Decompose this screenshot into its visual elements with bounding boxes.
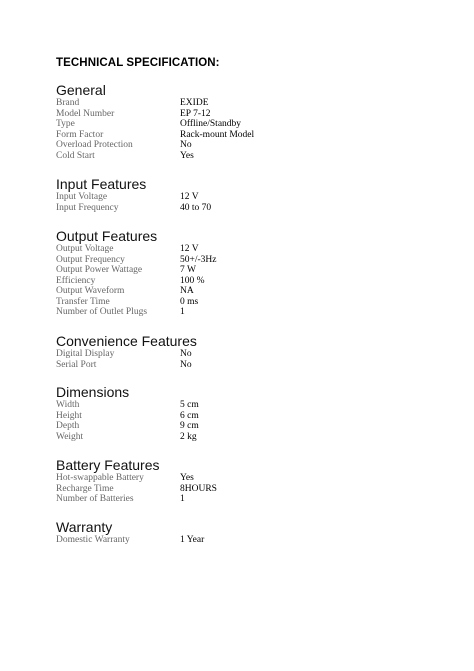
spec-label: Number of Batteries: [56, 494, 134, 504]
spec-label: Cold Start: [56, 150, 95, 161]
spec-row: [56, 484, 217, 495]
spec-row: [56, 130, 254, 141]
spec-value: 8HOURS: [180, 483, 217, 494]
spec-label: Efficiency: [56, 275, 96, 286]
spec-label: Model Number: [56, 108, 115, 119]
spec-label: Transfer Time: [56, 296, 110, 307]
spec-section-convenience-features: [56, 333, 197, 370]
spec-value: 0 ms: [180, 296, 199, 307]
section-title: General: [56, 82, 106, 98]
spec-value: Yes: [180, 473, 194, 483]
spec-value: 2 kg: [180, 431, 197, 442]
spec-row: [56, 473, 217, 484]
spec-label: Weight: [56, 431, 84, 442]
document-page: [56, 55, 436, 545]
spec-value: 1: [180, 307, 185, 317]
spec-label: Output Frequency: [56, 254, 125, 265]
spec-label: Recharge Time: [56, 483, 114, 494]
spec-section-warranty: [56, 519, 204, 546]
spec-value: Yes: [180, 150, 194, 161]
spec-value: 100 %: [180, 275, 205, 286]
spec-row: [56, 494, 217, 505]
spec-label: Domestic Warranty: [56, 535, 130, 545]
spec-row: [56, 360, 197, 371]
section-title: Convenience Features: [56, 333, 197, 349]
spec-row: [56, 400, 199, 411]
spec-section-input-features: [56, 176, 211, 213]
spec-value: EP 7-12: [180, 108, 211, 119]
spec-section-dimensions: [56, 384, 199, 442]
spec-row: [56, 265, 217, 276]
spec-value: NA: [180, 286, 194, 296]
spec-value: No: [180, 349, 192, 359]
spec-row: [56, 203, 211, 214]
spec-label: Brand: [56, 98, 80, 108]
spec-value: No: [180, 140, 192, 150]
spec-section-general: [56, 82, 254, 161]
spec-value: 1 Year: [180, 535, 205, 545]
spec-label: Output Waveform: [56, 286, 125, 296]
spec-row: [56, 140, 254, 151]
spec-label: Hot-swappable Battery: [56, 473, 144, 483]
spec-row: [56, 192, 211, 203]
spec-value: 5 cm: [180, 400, 199, 410]
spec-value: Offline/Standby: [180, 119, 242, 129]
spec-row: [56, 244, 217, 255]
spec-label: Serial Port: [56, 359, 97, 370]
section-title: Dimensions: [56, 384, 130, 400]
spec-row: [56, 119, 254, 130]
spec-row: [56, 98, 254, 109]
spec-row: [56, 349, 197, 360]
spec-value: 1: [180, 494, 185, 504]
spec-section-output-features: [56, 228, 217, 318]
spec-value: Rack-mount Model: [180, 129, 255, 140]
section-title: Warranty: [56, 519, 113, 535]
document-title: TECHNICAL SPECIFICATION:: [56, 57, 220, 69]
spec-label: Overload Protection: [56, 140, 133, 150]
spec-row: [56, 535, 204, 546]
spec-label: Input Frequency: [56, 202, 119, 213]
spec-row: [56, 255, 217, 266]
spec-row: [56, 109, 254, 120]
spec-label: Width: [56, 400, 80, 410]
spec-label: Form Factor: [56, 129, 104, 140]
spec-label: Output Voltage: [56, 244, 114, 254]
spec-row: [56, 276, 217, 287]
spec-label: Depth: [56, 421, 80, 431]
spec-row: [56, 411, 199, 422]
spec-value: 6 cm: [180, 410, 199, 421]
spec-section-battery-features: [56, 457, 217, 505]
spec-row: [56, 151, 254, 162]
spec-row: [56, 307, 217, 318]
spec-value: 40 to 70: [180, 202, 212, 213]
spec-label: Output Power Wattage: [56, 265, 143, 275]
spec-value: No: [180, 359, 192, 370]
section-title: Input Features: [56, 176, 147, 192]
spec-row: [56, 421, 199, 432]
spec-value: 50+/-3Hz: [180, 254, 217, 265]
spec-label: Input Voltage: [56, 192, 108, 202]
spec-value: 12 V: [180, 244, 199, 254]
spec-label: Height: [56, 410, 82, 421]
spec-row: [56, 432, 199, 443]
spec-label: Number of Outlet Plugs: [56, 307, 148, 317]
spec-value: 9 cm: [180, 421, 199, 431]
spec-value: 7 W: [180, 265, 196, 275]
spec-value: EXIDE: [180, 98, 209, 108]
section-title: Output Features: [56, 228, 158, 244]
spec-row: [56, 286, 217, 297]
spec-label: Type: [56, 119, 75, 129]
section-title: Battery Features: [56, 457, 160, 473]
spec-label: Digital Display: [56, 349, 115, 359]
spec-value: 12 V: [180, 192, 199, 202]
spec-row: [56, 297, 217, 308]
